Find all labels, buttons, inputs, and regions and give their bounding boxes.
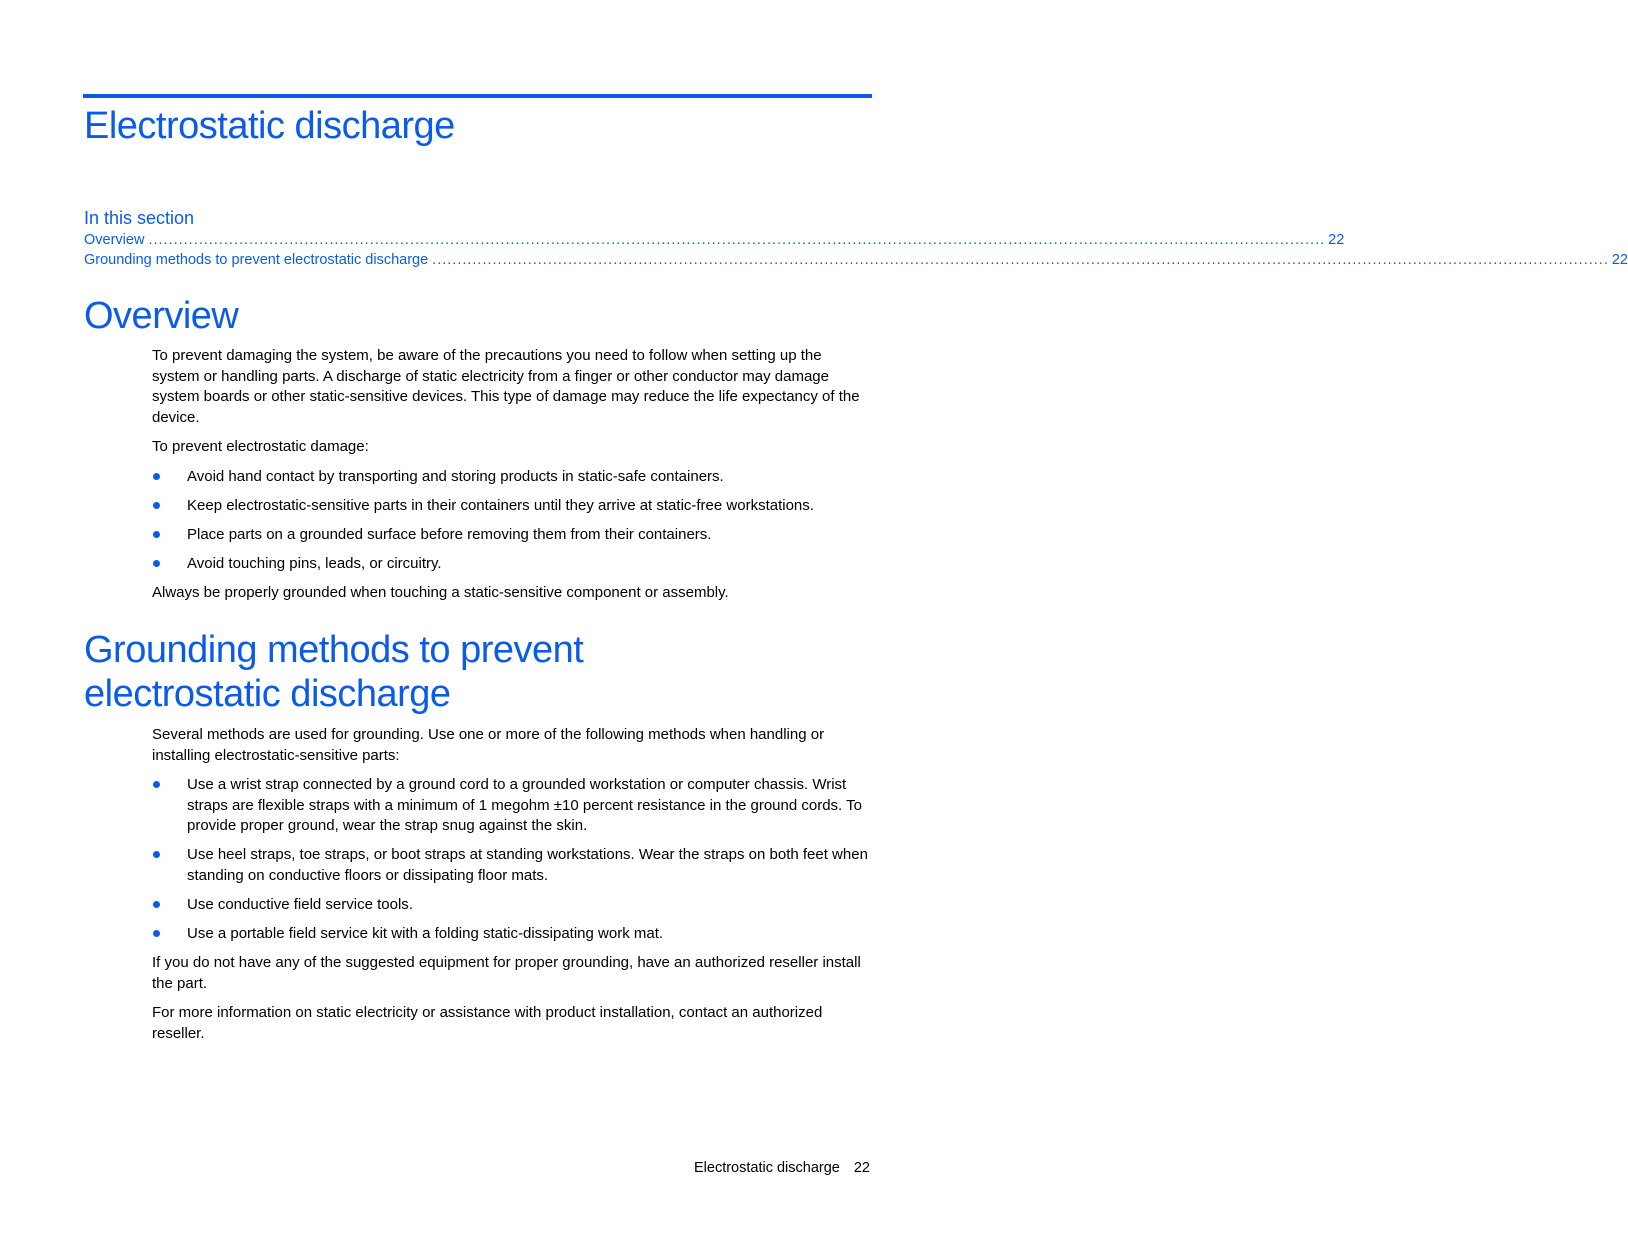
bullet-icon [153, 473, 160, 480]
chapter-top-rule [83, 94, 872, 98]
list-item [152, 924, 868, 945]
toc-leader-dots: .......................................................................................................................................................................................................................................... [148, 232, 1326, 248]
list-item-text: Place parts on a grounded surface before removing them from their containers. [187, 525, 712, 543]
list-item [152, 554, 868, 575]
list-item [152, 895, 868, 916]
overview-intro: To prevent damaging the system, be aware of the precautions you need to follow when setting up the system or handling parts. A discharge of static electricity from a finger or other conductor may damage system boards or other static-sensitive devices. This type of damage may reduce the life expectancy of the device. [152, 347, 860, 426]
toc-title: In this section [84, 208, 195, 228]
overview-closing: Always be properly grounded when touching a static-sensitive component or assembly. [152, 584, 729, 601]
grounding-section [152, 725, 868, 1053]
grounding-more-info: For more information on static electricity or assistance with product installation, contact an authorized reseller. [152, 1004, 823, 1042]
list-item [152, 467, 868, 488]
bullet-icon [153, 781, 160, 788]
overview-bullet-list [152, 467, 868, 575]
list-item [152, 525, 868, 546]
bullet-icon [153, 901, 160, 908]
list-item-text: Use a wrist strap connected by a ground cord to a grounded workstation or computer chassis. Wrist straps are flexible straps with a minimum of 1 megohm ±10 percent resistance in the ground cords. To provide proper ground, wear the strap snug against the skin. [187, 776, 862, 834]
list-item [152, 775, 868, 837]
bullet-icon [153, 560, 160, 567]
list-item-text: Use a portable field service kit with a folding static-dissipating work mat. [187, 924, 664, 942]
list-item-text: Use heel straps, toe straps, or boot straps at standing workstations. Wear the straps on both feet when standing on conductive floors or dissipating floor mats. [187, 846, 868, 884]
footer-page-number: 22 [853, 1160, 870, 1176]
toc-entry-label[interactable]: Overview [84, 232, 145, 248]
grounding-equipment-note: If you do not have any of the suggested equipment for proper grounding, have an authorized reseller install the part. [152, 954, 861, 992]
toc-leader-dots: .......................................................................................................................................................................................................................................... [432, 252, 1609, 268]
list-item-text: Avoid touching pins, leads, or circuitry. [187, 554, 442, 572]
list-item-text: Keep electrostatic-sensitive parts in their containers until they arrive at static-free workstations. [187, 496, 814, 514]
toc-entry-overview[interactable] [84, 231, 1345, 251]
overview-heading: Overview [84, 295, 239, 337]
list-item-text: Use conductive field service tools. [187, 895, 413, 913]
grounding-heading: Grounding methods to prevent electrostatic discharge [84, 629, 584, 715]
bullet-icon [153, 531, 160, 538]
page-footer [694, 1158, 870, 1178]
toc-list [84, 231, 1628, 271]
toc-entry-grounding[interactable] [84, 251, 1628, 271]
bullet-icon [153, 502, 160, 509]
bullet-icon [153, 851, 160, 858]
list-item [152, 496, 868, 517]
grounding-intro: Several methods are used for grounding. Use one or more of the following methods when handling or installing electrostatic-sensitive parts: [152, 726, 825, 764]
overview-section [152, 346, 868, 613]
list-item [152, 845, 868, 886]
overview-lead: To prevent electrostatic damage: [152, 438, 369, 455]
grounding-bullet-list [152, 775, 868, 944]
toc-entry-label[interactable]: Grounding methods to prevent electrostatic discharge [84, 252, 429, 268]
toc-entry-page[interactable]: 22 [1328, 232, 1345, 248]
bullet-icon [153, 930, 160, 937]
list-item-text: Avoid hand contact by transporting and storing products in static-safe containers. [187, 467, 724, 485]
footer-section-title: Electrostatic discharge [693, 1160, 840, 1176]
chapter-title: Electrostatic discharge [84, 105, 455, 147]
toc-entry-page[interactable]: 22 [1611, 252, 1628, 268]
